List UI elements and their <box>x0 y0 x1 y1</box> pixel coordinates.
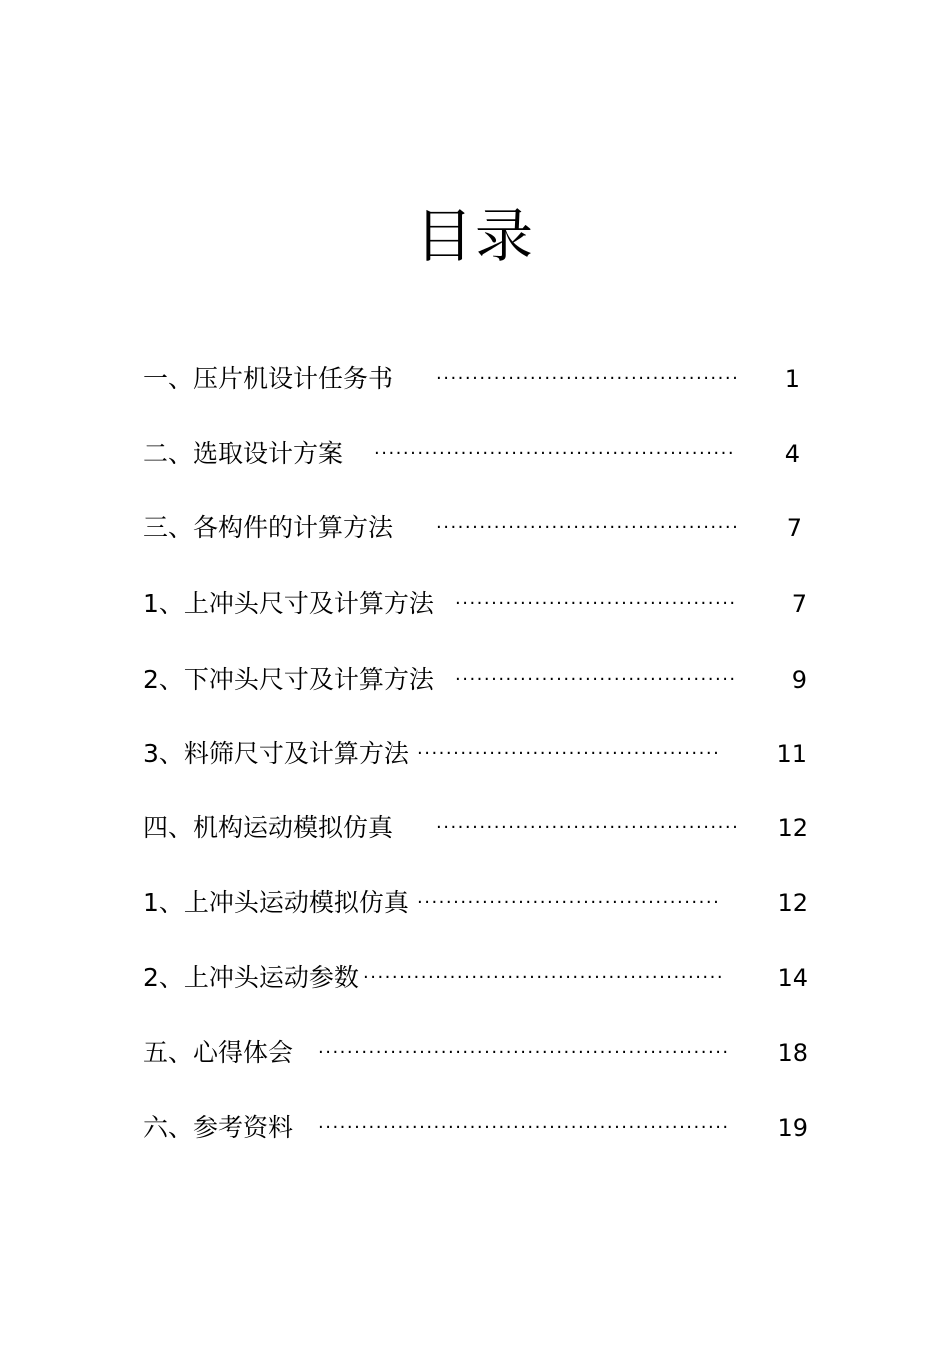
toc-subentry[interactable] <box>0 662 950 698</box>
toc-entry-title: 四、机构运动模拟仿真 <box>143 813 394 842</box>
toc-page-number: 9 <box>791 666 807 694</box>
toc-dot-leader: ·········································· <box>417 743 721 764</box>
toc-subentry[interactable] <box>0 885 950 921</box>
toc-page-number: 12 <box>777 814 808 842</box>
toc-dot-leader: ························································· <box>318 1117 730 1138</box>
toc-entry[interactable] <box>0 510 950 546</box>
toc-page-number: 14 <box>777 964 808 992</box>
toc-page-number: 18 <box>777 1039 808 1067</box>
toc-entry-title: 六、参考资料 <box>143 1113 294 1142</box>
toc-entry-title: 1、上冲头运动模拟仿真 <box>143 888 409 917</box>
toc-page-number: 1 <box>784 365 800 393</box>
toc-dot-leader: ·················································· <box>374 443 736 464</box>
toc-subentry[interactable] <box>0 960 950 996</box>
toc-dot-leader: ·········································· <box>436 368 740 389</box>
toc-dot-leader: ·········································· <box>436 817 740 838</box>
toc-page-number: 7 <box>791 590 807 618</box>
toc-page-number: 4 <box>784 440 800 468</box>
toc-subentry[interactable] <box>0 736 950 772</box>
toc-entry[interactable] <box>0 436 950 472</box>
toc-entry[interactable] <box>0 1035 950 1071</box>
toc-entry[interactable] <box>0 1110 950 1146</box>
toc-entry-title: 二、选取设计方案 <box>143 439 344 468</box>
toc-entry-title: 2、上冲头运动参数 <box>143 963 359 992</box>
toc-dot-leader: ·················································· <box>363 967 725 988</box>
toc-dot-leader: ························································· <box>318 1042 730 1063</box>
toc-page-number: 19 <box>777 1114 808 1142</box>
toc-entry-title: 三、各构件的计算方法 <box>143 513 394 542</box>
toc-page-number: 11 <box>776 740 807 768</box>
toc-dot-leader: ······································· <box>455 593 737 614</box>
toc-entry-title: 五、心得体会 <box>143 1038 294 1067</box>
toc-entry[interactable] <box>0 810 950 846</box>
page-title: 目录 <box>414 202 535 270</box>
toc-entry-title: 3、料筛尺寸及计算方法 <box>143 739 409 768</box>
toc-entry[interactable] <box>0 361 950 397</box>
toc-entry-title: 2、下冲头尺寸及计算方法 <box>143 665 434 694</box>
toc-dot-leader: ·········································· <box>417 892 721 913</box>
toc-subentry[interactable] <box>0 586 950 622</box>
toc-entry-title: 1、上冲头尺寸及计算方法 <box>143 589 434 618</box>
toc-entry-title: 一、压片机设计任务书 <box>143 364 394 393</box>
toc-page-number: 12 <box>777 889 808 917</box>
toc-dot-leader: ·········································· <box>436 517 740 538</box>
toc-dot-leader: ······································· <box>455 669 737 690</box>
toc-page-number: 7 <box>786 514 802 542</box>
